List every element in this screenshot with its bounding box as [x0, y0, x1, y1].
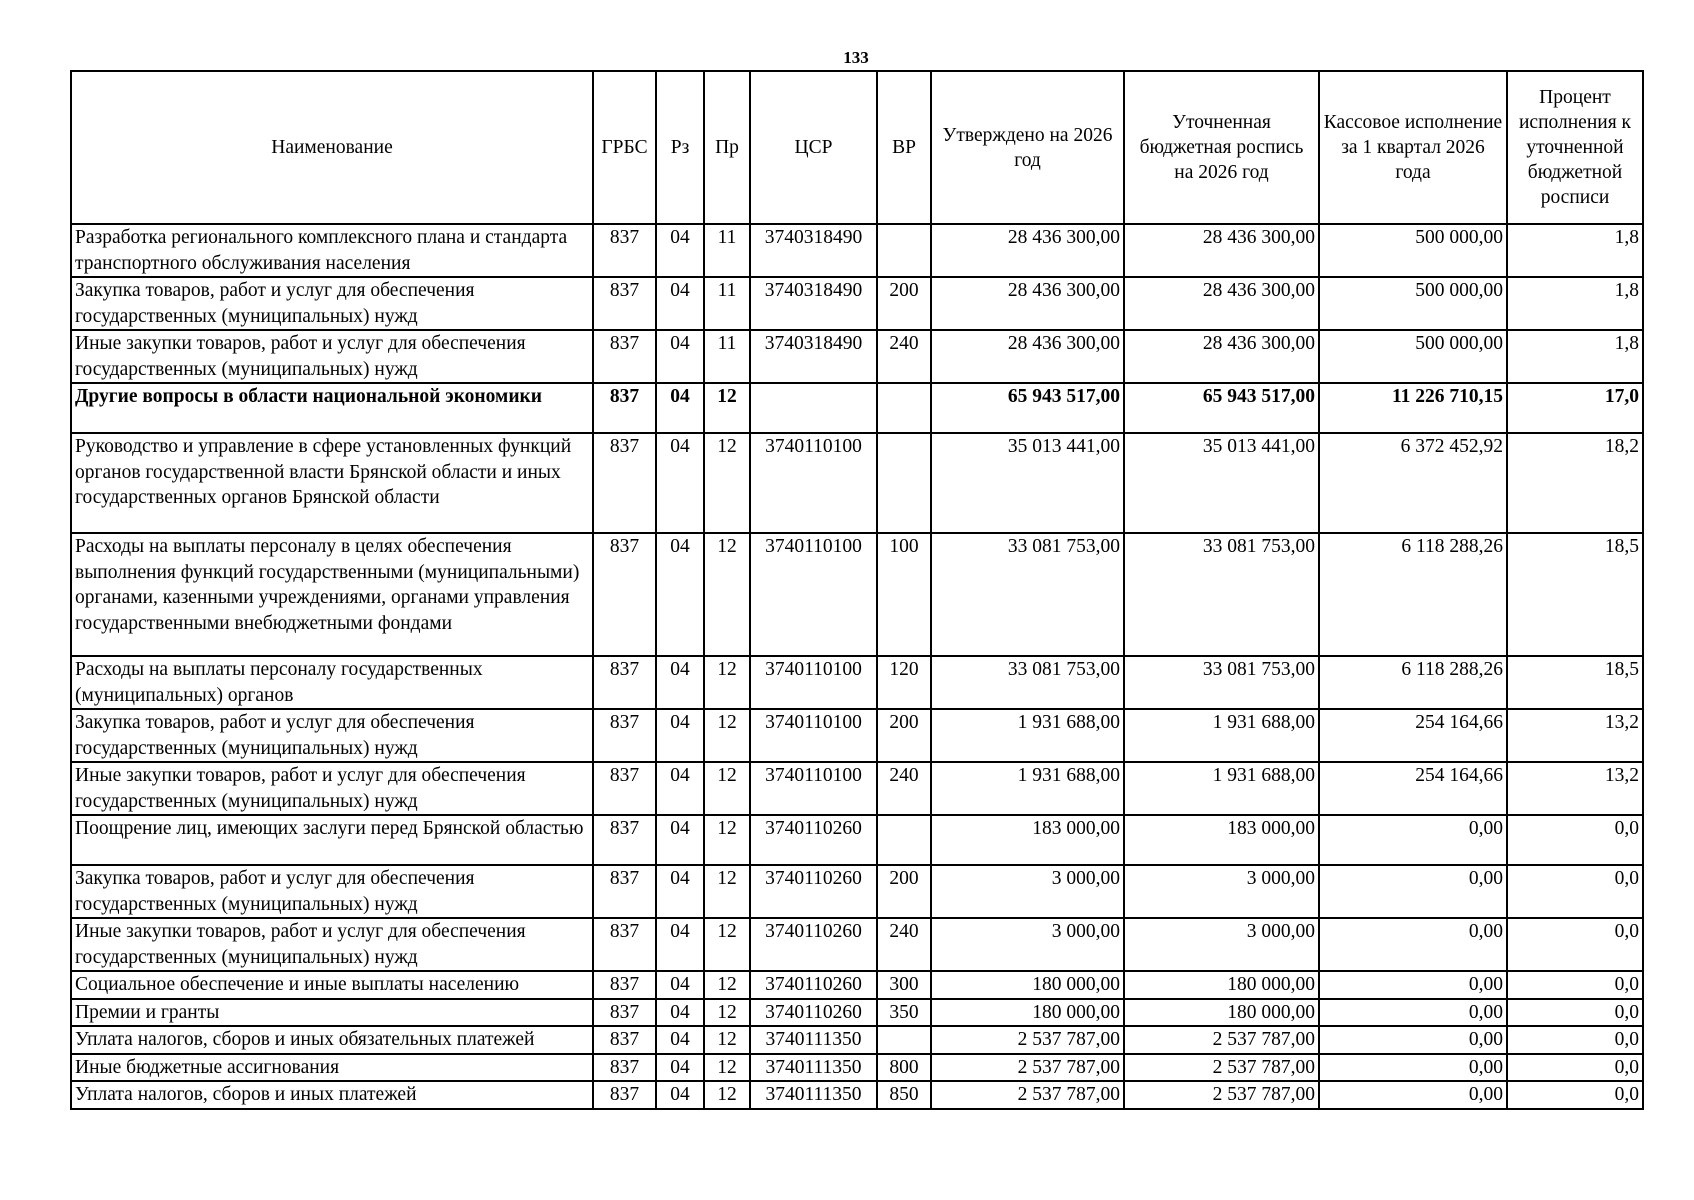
cell-csr: 3740110260	[750, 815, 877, 865]
cell-pr: 11	[704, 277, 750, 330]
cell-approved: 35 013 441,00	[931, 433, 1124, 533]
cell-executed: 254 164,66	[1319, 709, 1507, 762]
cell-percent: 0,0	[1507, 1081, 1643, 1109]
cell-pr: 12	[704, 533, 750, 656]
cell-grbs: 837	[593, 383, 656, 433]
table-row	[71, 815, 1643, 865]
table-row	[71, 971, 1643, 999]
cell-grbs: 837	[593, 533, 656, 656]
table-row	[71, 383, 1643, 433]
cell-pr: 12	[704, 1026, 750, 1054]
cell-executed: 6 372 452,92	[1319, 433, 1507, 533]
table-row	[71, 865, 1643, 918]
cell-executed: 254 164,66	[1319, 762, 1507, 815]
cell-pr: 12	[704, 1081, 750, 1109]
header-vr: ВР	[877, 71, 931, 224]
cell-executed: 0,00	[1319, 815, 1507, 865]
cell-name: Премии и гранты	[71, 999, 593, 1027]
header-pr: Пр	[704, 71, 750, 224]
table-row	[71, 999, 1643, 1027]
cell-percent: 0,0	[1507, 999, 1643, 1027]
cell-name: Другие вопросы в области национальной экономики	[71, 383, 593, 433]
cell-name: Закупка товаров, работ и услуг для обеспечения государственных (муниципальных) нужд	[71, 709, 593, 762]
cell-executed: 0,00	[1319, 918, 1507, 971]
cell-rz: 04	[656, 224, 704, 277]
header-grbs: ГРБС	[593, 71, 656, 224]
cell-approved: 183 000,00	[931, 815, 1124, 865]
cell-name: Иные закупки товаров, работ и услуг для обеспечения государственных (муниципальных) нужд	[71, 918, 593, 971]
cell-refined: 65 943 517,00	[1124, 383, 1319, 433]
cell-rz: 04	[656, 815, 704, 865]
cell-vr: 120	[877, 656, 931, 709]
cell-percent: 13,2	[1507, 762, 1643, 815]
cell-rz: 04	[656, 533, 704, 656]
cell-percent: 0,0	[1507, 971, 1643, 999]
cell-pr: 12	[704, 971, 750, 999]
cell-grbs: 837	[593, 1054, 656, 1082]
cell-grbs: 837	[593, 762, 656, 815]
cell-refined: 180 000,00	[1124, 971, 1319, 999]
cell-vr: 200	[877, 277, 931, 330]
cell-csr: 3740318490	[750, 277, 877, 330]
cell-refined: 28 436 300,00	[1124, 330, 1319, 383]
cell-rz: 04	[656, 383, 704, 433]
cell-refined: 2 537 787,00	[1124, 1054, 1319, 1082]
cell-vr: 350	[877, 999, 931, 1027]
cell-csr: 3740318490	[750, 330, 877, 383]
table-header-row	[71, 71, 1643, 224]
cell-approved: 28 436 300,00	[931, 224, 1124, 277]
cell-csr: 3740110260	[750, 865, 877, 918]
cell-pr: 12	[704, 383, 750, 433]
cell-csr: 3740110260	[750, 918, 877, 971]
cell-rz: 04	[656, 762, 704, 815]
cell-csr: 3740318490	[750, 224, 877, 277]
cell-percent: 1,8	[1507, 330, 1643, 383]
cell-approved: 28 436 300,00	[931, 330, 1124, 383]
cell-pr: 11	[704, 224, 750, 277]
cell-vr: 240	[877, 762, 931, 815]
cell-executed: 6 118 288,26	[1319, 656, 1507, 709]
cell-rz: 04	[656, 999, 704, 1027]
cell-csr: 3740110260	[750, 999, 877, 1027]
cell-refined: 3 000,00	[1124, 865, 1319, 918]
cell-executed: 500 000,00	[1319, 277, 1507, 330]
cell-grbs: 837	[593, 277, 656, 330]
cell-vr: 200	[877, 709, 931, 762]
cell-vr: 200	[877, 865, 931, 918]
cell-pr: 12	[704, 815, 750, 865]
table-row	[71, 433, 1643, 533]
cell-percent: 0,0	[1507, 1026, 1643, 1054]
cell-csr: 3740110100	[750, 533, 877, 656]
cell-vr	[877, 383, 931, 433]
cell-pr: 12	[704, 1054, 750, 1082]
cell-refined: 2 537 787,00	[1124, 1081, 1319, 1109]
cell-percent: 1,8	[1507, 277, 1643, 330]
cell-executed: 0,00	[1319, 971, 1507, 999]
cell-executed: 0,00	[1319, 999, 1507, 1027]
cell-vr: 240	[877, 330, 931, 383]
cell-name: Расходы на выплаты персоналу государственных (муниципальных) органов	[71, 656, 593, 709]
cell-pr: 11	[704, 330, 750, 383]
cell-percent: 18,5	[1507, 533, 1643, 656]
cell-percent: 13,2	[1507, 709, 1643, 762]
page-number: 133	[843, 48, 869, 67]
cell-approved: 2 537 787,00	[931, 1081, 1124, 1109]
cell-csr: 3740111350	[750, 1054, 877, 1082]
cell-approved: 2 537 787,00	[931, 1054, 1124, 1082]
cell-refined: 180 000,00	[1124, 999, 1319, 1027]
cell-rz: 04	[656, 865, 704, 918]
cell-percent: 1,8	[1507, 224, 1643, 277]
cell-refined: 35 013 441,00	[1124, 433, 1319, 533]
cell-name: Закупка товаров, работ и услуг для обеспечения государственных (муниципальных) нужд	[71, 865, 593, 918]
cell-csr: 3740110260	[750, 971, 877, 999]
cell-percent: 0,0	[1507, 865, 1643, 918]
cell-grbs: 837	[593, 1026, 656, 1054]
cell-name: Закупка товаров, работ и услуг для обеспечения государственных (муниципальных) нужд	[71, 277, 593, 330]
cell-name: Уплата налогов, сборов и иных обязательных платежей	[71, 1026, 593, 1054]
cell-percent: 0,0	[1507, 1054, 1643, 1082]
cell-executed: 0,00	[1319, 1081, 1507, 1109]
cell-executed: 0,00	[1319, 865, 1507, 918]
cell-percent: 18,2	[1507, 433, 1643, 533]
cell-approved: 2 537 787,00	[931, 1026, 1124, 1054]
cell-rz: 04	[656, 330, 704, 383]
cell-refined: 28 436 300,00	[1124, 224, 1319, 277]
cell-rz: 04	[656, 433, 704, 533]
cell-name: Уплата налогов, сборов и иных платежей	[71, 1081, 593, 1109]
cell-vr: 800	[877, 1054, 931, 1082]
cell-pr: 12	[704, 865, 750, 918]
cell-grbs: 837	[593, 330, 656, 383]
cell-grbs: 837	[593, 709, 656, 762]
table-row	[71, 1054, 1643, 1082]
cell-refined: 33 081 753,00	[1124, 533, 1319, 656]
cell-grbs: 837	[593, 656, 656, 709]
cell-refined: 33 081 753,00	[1124, 656, 1319, 709]
cell-rz: 04	[656, 277, 704, 330]
cell-grbs: 837	[593, 433, 656, 533]
cell-vr	[877, 1026, 931, 1054]
table-row	[71, 330, 1643, 383]
cell-percent: 18,5	[1507, 656, 1643, 709]
cell-percent: 17,0	[1507, 383, 1643, 433]
cell-grbs: 837	[593, 1081, 656, 1109]
cell-approved: 3 000,00	[931, 918, 1124, 971]
header-csr: ЦСР	[750, 71, 877, 224]
cell-csr: 3740110100	[750, 433, 877, 533]
cell-executed: 500 000,00	[1319, 224, 1507, 277]
cell-grbs: 837	[593, 971, 656, 999]
cell-name: Расходы на выплаты персоналу в целях обеспечения выполнения функций государственными (муниципальными) органами, казенными учреждениями, органами управления государственными внебюджетными фондами	[71, 533, 593, 656]
header-name: Наименование	[71, 71, 593, 224]
cell-approved: 1 931 688,00	[931, 762, 1124, 815]
cell-vr: 300	[877, 971, 931, 999]
header-rz: Рз	[656, 71, 704, 224]
table-row	[71, 709, 1643, 762]
cell-vr	[877, 433, 931, 533]
header-refined: Уточненная бюджетная роспись на 2026 год	[1124, 71, 1319, 224]
header-approved: Утверждено на 2026 год	[931, 71, 1124, 224]
cell-name: Иные закупки товаров, работ и услуг для обеспечения государственных (муниципальных) нужд	[71, 330, 593, 383]
cell-executed: 6 118 288,26	[1319, 533, 1507, 656]
cell-pr: 12	[704, 656, 750, 709]
header-executed: Кассовое исполнение за 1 квартал 2026 года	[1319, 71, 1507, 224]
cell-name: Разработка регионального комплексного плана и стандарта транспортного обслуживания населения	[71, 224, 593, 277]
cell-refined: 3 000,00	[1124, 918, 1319, 971]
cell-rz: 04	[656, 656, 704, 709]
table-row	[71, 224, 1643, 277]
cell-refined: 1 931 688,00	[1124, 762, 1319, 815]
cell-rz: 04	[656, 918, 704, 971]
cell-grbs: 837	[593, 224, 656, 277]
cell-executed: 0,00	[1319, 1026, 1507, 1054]
header-percent: Процент исполнения к уточненной бюджетной росписи	[1507, 71, 1643, 224]
cell-approved: 28 436 300,00	[931, 277, 1124, 330]
cell-csr: 3740111350	[750, 1026, 877, 1054]
cell-grbs: 837	[593, 918, 656, 971]
cell-csr	[750, 383, 877, 433]
cell-name: Иные бюджетные ассигнования	[71, 1054, 593, 1082]
cell-percent: 0,0	[1507, 918, 1643, 971]
cell-rz: 04	[656, 1054, 704, 1082]
budget-table	[70, 70, 1644, 1110]
cell-vr	[877, 224, 931, 277]
table-body	[71, 224, 1643, 1109]
cell-approved: 33 081 753,00	[931, 656, 1124, 709]
cell-rz: 04	[656, 1026, 704, 1054]
cell-refined: 1 931 688,00	[1124, 709, 1319, 762]
cell-pr: 12	[704, 999, 750, 1027]
cell-approved: 1 931 688,00	[931, 709, 1124, 762]
cell-approved: 180 000,00	[931, 971, 1124, 999]
cell-refined: 28 436 300,00	[1124, 277, 1319, 330]
table-row	[71, 1026, 1643, 1054]
cell-csr: 3740111350	[750, 1081, 877, 1109]
cell-name: Иные закупки товаров, работ и услуг для обеспечения государственных (муниципальных) нужд	[71, 762, 593, 815]
cell-vr: 850	[877, 1081, 931, 1109]
cell-executed: 0,00	[1319, 1054, 1507, 1082]
table-row	[71, 918, 1643, 971]
cell-vr: 100	[877, 533, 931, 656]
cell-refined: 183 000,00	[1124, 815, 1319, 865]
table-row	[71, 656, 1643, 709]
table-row	[71, 533, 1643, 656]
cell-grbs: 837	[593, 865, 656, 918]
cell-percent: 0,0	[1507, 815, 1643, 865]
cell-approved: 33 081 753,00	[931, 533, 1124, 656]
cell-name: Поощрение лиц, имеющих заслуги перед Брянской областью	[71, 815, 593, 865]
cell-refined: 2 537 787,00	[1124, 1026, 1319, 1054]
cell-pr: 12	[704, 918, 750, 971]
cell-vr: 240	[877, 918, 931, 971]
cell-name: Социальное обеспечение и иные выплаты населению	[71, 971, 593, 999]
cell-pr: 12	[704, 433, 750, 533]
table-row	[71, 762, 1643, 815]
cell-approved: 180 000,00	[931, 999, 1124, 1027]
cell-rz: 04	[656, 1081, 704, 1109]
cell-csr: 3740110100	[750, 709, 877, 762]
cell-rz: 04	[656, 709, 704, 762]
cell-executed: 500 000,00	[1319, 330, 1507, 383]
cell-rz: 04	[656, 971, 704, 999]
cell-grbs: 837	[593, 999, 656, 1027]
cell-csr: 3740110100	[750, 762, 877, 815]
cell-approved: 3 000,00	[931, 865, 1124, 918]
cell-executed: 11 226 710,15	[1319, 383, 1507, 433]
cell-vr	[877, 815, 931, 865]
cell-grbs: 837	[593, 815, 656, 865]
cell-pr: 12	[704, 762, 750, 815]
table-row	[71, 1081, 1643, 1109]
table-row	[71, 277, 1643, 330]
cell-csr: 3740110100	[750, 656, 877, 709]
cell-approved: 65 943 517,00	[931, 383, 1124, 433]
cell-pr: 12	[704, 709, 750, 762]
cell-name: Руководство и управление в сфере установленных функций органов государственной власти Брянской области и иных государственных органов Брянской области	[71, 433, 593, 533]
